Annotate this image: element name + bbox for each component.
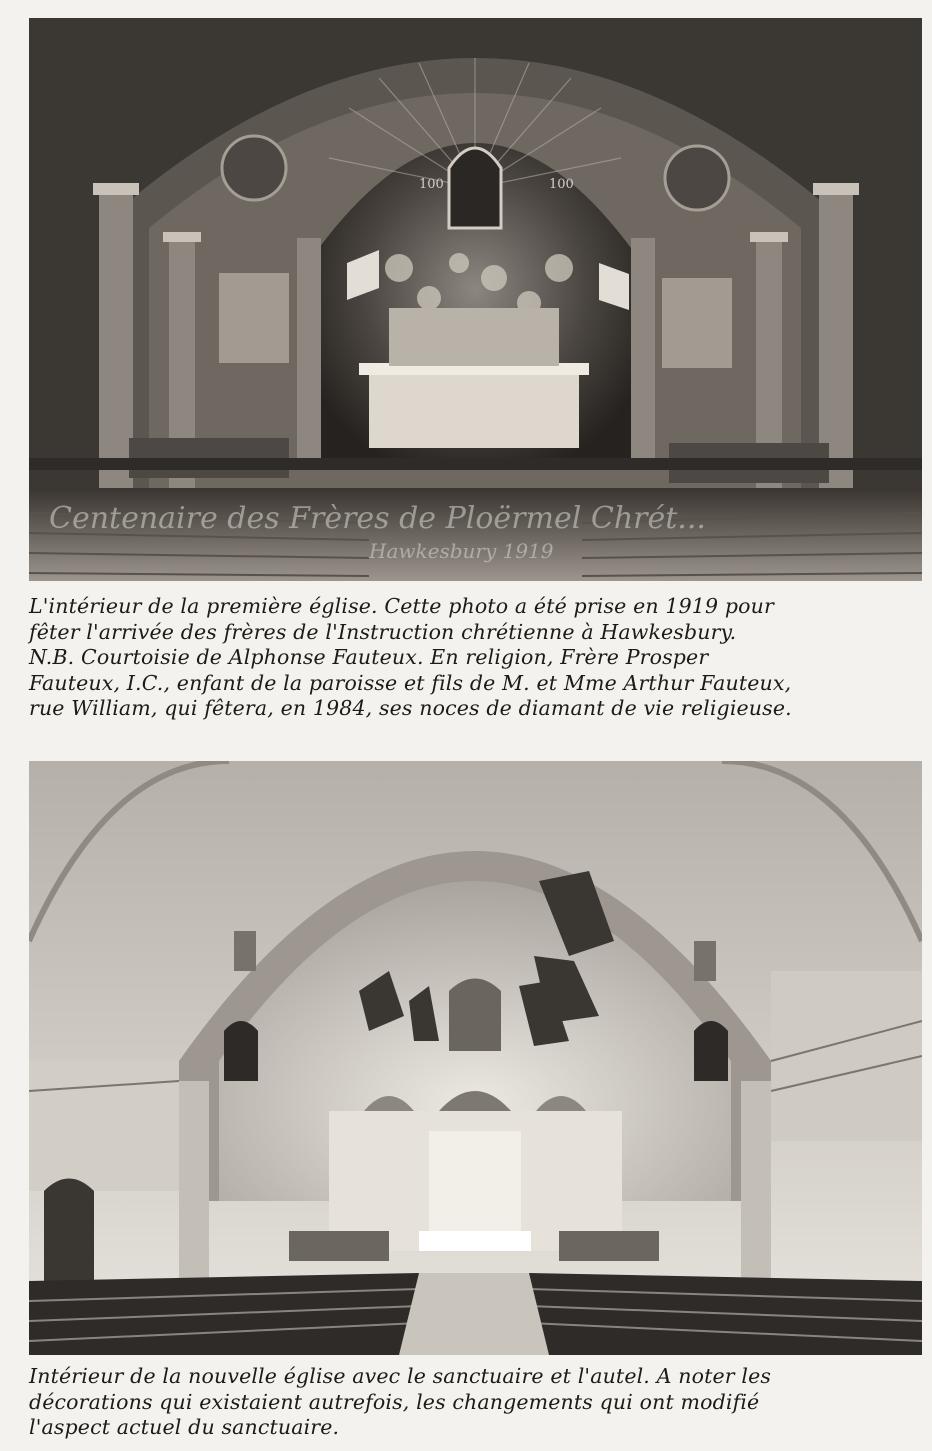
caption-line: N.B. Courtoisie de Alphonse Fauteux. En religion, Frère Prosper bbox=[29, 645, 709, 669]
new-church-caption bbox=[29, 1364, 925, 1441]
photo-watermark: Centenaire des Frères de Ploërmel Chrét... bbox=[49, 501, 706, 536]
first-church-photo bbox=[29, 18, 922, 581]
caption-line: Intérieur de la nouvelle église avec le sanctuaire et l'autel. A noter les bbox=[29, 1364, 772, 1388]
caption-line: L'intérieur de la première église. Cette photo a été prise en 1919 pour bbox=[29, 594, 774, 618]
new-church-illustration bbox=[29, 761, 922, 1355]
altar-sign-left: 100 bbox=[419, 177, 444, 192]
caption-line: rue William, qui fêtera, en 1984, ses noces de diamant de vie religieuse. bbox=[29, 696, 792, 720]
first-church-illustration bbox=[29, 18, 922, 581]
photo-watermark-sub: Hawkesbury 1919 bbox=[369, 539, 554, 563]
new-church-photo bbox=[29, 761, 922, 1355]
caption-line: décorations qui existaient autrefois, les changements qui ont modifié bbox=[29, 1389, 760, 1414]
caption-line: fêter l'arrivée des frères de l'Instruction chrétienne à Hawkesbury. bbox=[29, 619, 737, 644]
first-church-caption bbox=[29, 594, 925, 722]
altar-sign-right: 100 bbox=[549, 177, 574, 192]
caption-line: l'aspect actuel du sanctuaire. bbox=[29, 1415, 340, 1439]
caption-line: Fauteux, I.C., enfant de la paroisse et fils de M. et Mme Arthur Fauteux, bbox=[29, 670, 792, 695]
